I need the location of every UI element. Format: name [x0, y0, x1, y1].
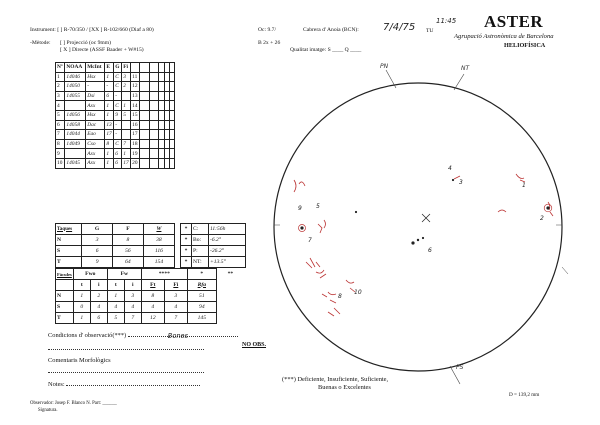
table-row: S 6 56 116: [56, 246, 175, 257]
ephemeris-table: [180, 223, 246, 268]
solar-disk-outline: [274, 83, 562, 371]
quality-legend-2: Buenas o Excelentes: [318, 384, 371, 391]
faculae-table: [55, 268, 245, 324]
table-row: * C: 11:56h: [181, 224, 246, 235]
conditions-value: Bones: [167, 332, 189, 340]
center-cross-icon: [422, 214, 430, 222]
conditions-label: Condicions d' observació(***): [48, 332, 127, 339]
col-g: G: [114, 63, 122, 73]
signature-label: Signatura.: [38, 408, 58, 413]
table-row: T 9 64 154: [56, 257, 175, 268]
table-row: * P: -26.2°: [181, 246, 246, 257]
sunspot-counts-table: [55, 223, 175, 268]
sunspot-dots: [300, 179, 549, 245]
tu-label: TU: [426, 28, 434, 34]
group-label-1: 1: [522, 182, 526, 189]
group-label-10: 10: [354, 289, 362, 296]
faculae-top-header: Fàcules Fwo Fw **** * **: [56, 269, 245, 280]
disk-diameter: D = 139,2 mm: [509, 392, 540, 398]
table-row: T 1 6 5 7 12 7 145: [56, 313, 245, 324]
section-name: HELIOFÍSICA: [504, 42, 546, 49]
rim-ticks: [274, 225, 568, 274]
instrument-line: [30, 27, 154, 34]
table-row: * Bo: -6.2°: [181, 235, 246, 246]
dotted-line: [48, 372, 204, 373]
counts-header: Taques G F W: [56, 224, 175, 235]
projection-option: [ ] Projecció (oc 9mm): [60, 40, 111, 46]
group-label-2: 2: [540, 215, 544, 222]
nt-label: NT: [461, 65, 470, 72]
instrument-label: Instrument:: [30, 27, 56, 33]
tu-value: 11:45: [436, 17, 457, 25]
table-row: 2 14050 - - C 2 12: [56, 82, 175, 92]
oc-value: Oc: 9.7/: [258, 27, 277, 33]
solar-disk-drawing: [258, 62, 578, 392]
table-row: 9 Axx 1 6 1 19: [56, 149, 175, 159]
pn-label: PN: [380, 63, 389, 70]
direct-option: [ X ] Directe (ASSF Baader + W#15): [60, 47, 144, 53]
no-obs-label: NO OBS.: [242, 342, 267, 348]
sunspot-rings: [299, 204, 552, 231]
comments-label: Comentaris Morfològics: [48, 357, 111, 364]
group-label-4: 4: [448, 165, 452, 172]
table-row: S 0 4 4 4 4 4 94: [56, 302, 245, 313]
notes-label: Notes:: [48, 381, 65, 388]
tacques-label: Taques: [56, 224, 82, 235]
observatory-label: Cabrera d' Anoia (BCN):: [303, 27, 359, 33]
table-row: 8 14049 Cso 8 C 7 18: [56, 139, 175, 149]
col-n: Nº: [56, 63, 65, 73]
conditions-line: [48, 332, 238, 339]
org-name: Agrupació Astronòmica de Barcelona: [454, 33, 554, 40]
col-n2: [131, 63, 140, 73]
table-row: 3 14055 Dsi 6 - 13: [56, 91, 175, 101]
table-row: N 3 8 38: [56, 235, 175, 246]
magnification: B 2x + 26: [258, 40, 281, 46]
table-row: 6 14058 Dac 13 - 16: [56, 120, 175, 130]
table-row: N 1 2 1 3 8 3 51: [56, 291, 245, 302]
table-row: 7 14044 Eao 17 - 17: [56, 130, 175, 140]
faculae-label: Fàcules: [56, 269, 74, 280]
table-row: * NT: +13.5°: [181, 257, 246, 268]
group-number-labels: [298, 165, 544, 300]
table-row: 1 14046 Hsx 1 C 3 11: [56, 72, 175, 82]
group-label-3: 3: [459, 179, 463, 186]
groups-table: [55, 62, 175, 169]
group-label-9: 9: [298, 205, 302, 212]
table-row: 4 Axx 1 C 1 14: [56, 101, 175, 111]
axis-nt-mark: [454, 74, 464, 90]
notes-line: [48, 381, 200, 388]
date-value: 7/4/75: [383, 22, 416, 33]
image-quality: Qualitat imatge: S ____ Q ____: [290, 47, 362, 53]
ps-label: PS: [456, 364, 464, 371]
group-label-8: 8: [338, 293, 342, 300]
brand-logo: ASTER: [484, 12, 544, 31]
group-label-5: 5: [316, 203, 320, 210]
faculae-markings: [294, 174, 553, 316]
observer-line: Observador: Josep F. Blanco N. Part: ______: [30, 401, 117, 406]
method-label: -Mètode:: [30, 40, 51, 46]
group-label-6: 6: [428, 247, 432, 254]
group-label-7: 7: [308, 237, 312, 244]
instrument-options: [ ] R-70/350 / [XX ] R-102/660 (Diaf a 80): [57, 27, 154, 33]
faculae-header: t i t i Ft Fi Rfa: [56, 280, 245, 291]
col-noaa: NOAA: [65, 63, 86, 73]
dotted-line: [48, 349, 204, 350]
groups-table-header: [56, 63, 175, 73]
table-row: 10 14045 Axx 1 6 17 20: [56, 158, 175, 168]
col-fi: Fi: [122, 63, 131, 73]
col-e: E: [105, 63, 114, 73]
quality-legend-1: (***) Deficiente, Insuficiente, Suficiente,: [282, 376, 389, 383]
col-mcint: McInt: [86, 63, 105, 73]
table-row: 5 14056 Hsx 1 9 5 15: [56, 110, 175, 120]
